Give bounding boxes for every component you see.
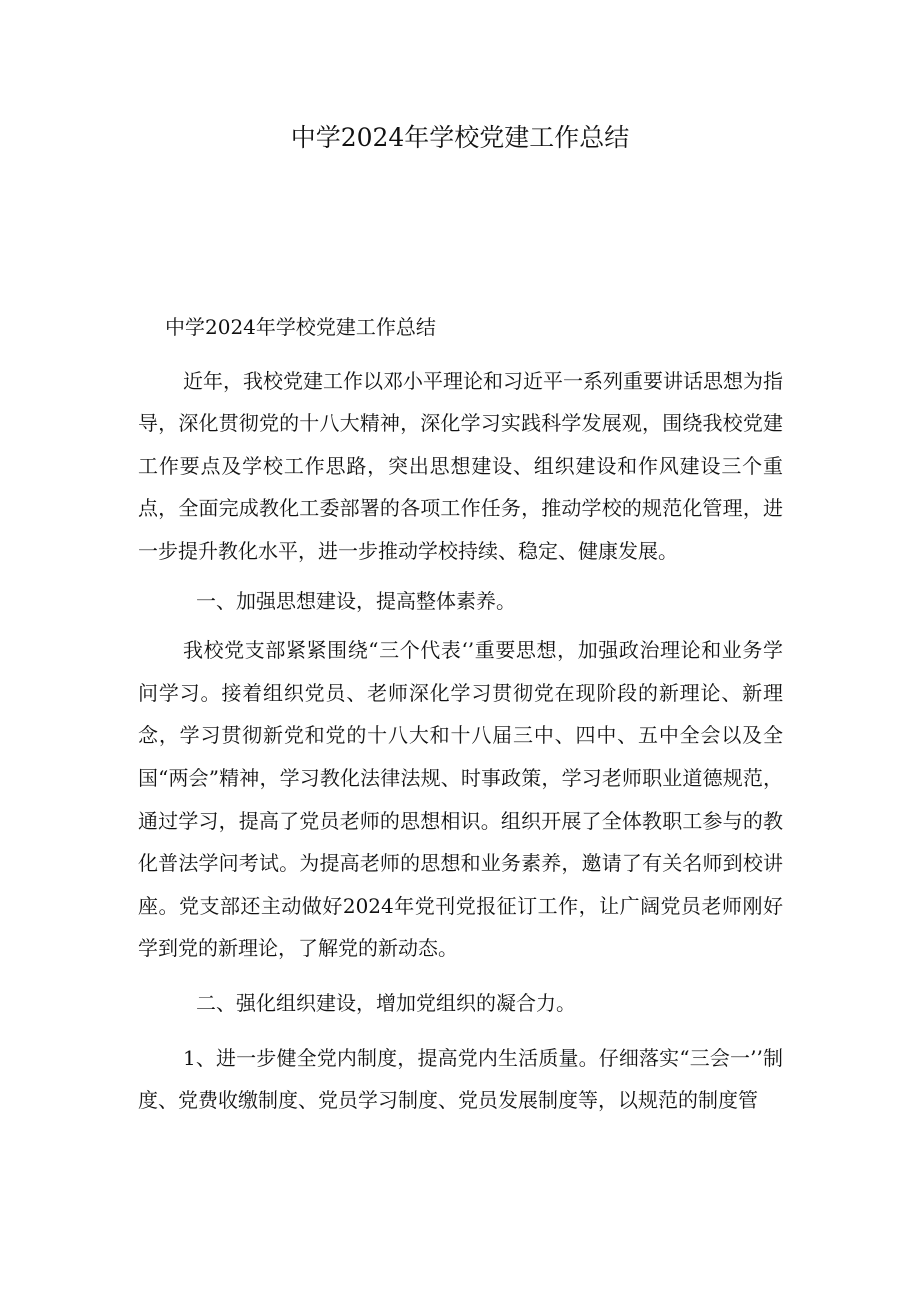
section-heading-1: 一、加强思想建设，提高整体素养。	[196, 588, 516, 613]
section-heading-2: 二、强化组织建设，增加党组织的凝合力。	[196, 990, 576, 1015]
paragraph-section-1: 我校党支部紧紧围绕“三个代表‘’重要思想，加强政治理论和业务学问学习。接着组织党员、老师深化学习贯彻党在现阶段的新理论、新理念，学习贯彻新党和党的十八大和十八届三中、四中、五中全会以及全国“两会”精神，学习教化法律法规、时事政策，学习老师职业道德规范，通过学习，提高了党员老师的思想相识。组织开展了全体教职工参与的教化普法学问考试。为提高老师的思想和业务素养，邀请了有关名师到校讲座。党支部还主动做好2024年党刊党报征订工作，让广阔党员老师刚好学到党的新理论，了解党的新动态。	[138, 638, 783, 961]
paragraph-section-2-item-1: 1、进一步健全党内制度，提高党内生活质量。仔细落实“三会一’’制度、党费收缴制度、党员学习制度、党员发展制度等，以规范的制度管	[138, 1045, 783, 1113]
document-body	[138, 306, 783, 1122]
document-subtitle: 中学2024年学校党建工作总结	[165, 315, 436, 339]
paragraph-intro: 近年，我校党建工作以邓小平理论和习近平一系列重要讲话思想为指导，深化贯彻党的十八大精神，深化学习实践科学发展观，围绕我校党建工作要点及学校工作思路，突出思想建设、组织建设和作风建设三个重点，全面完成教化工委部署的各项工作任务，推动学校的规范化管理，进一步提升教化水平，进一步推动学校持续、稳定、健康发展。	[138, 368, 783, 563]
document-title: 中学2024年学校党建工作总结	[290, 123, 630, 152]
